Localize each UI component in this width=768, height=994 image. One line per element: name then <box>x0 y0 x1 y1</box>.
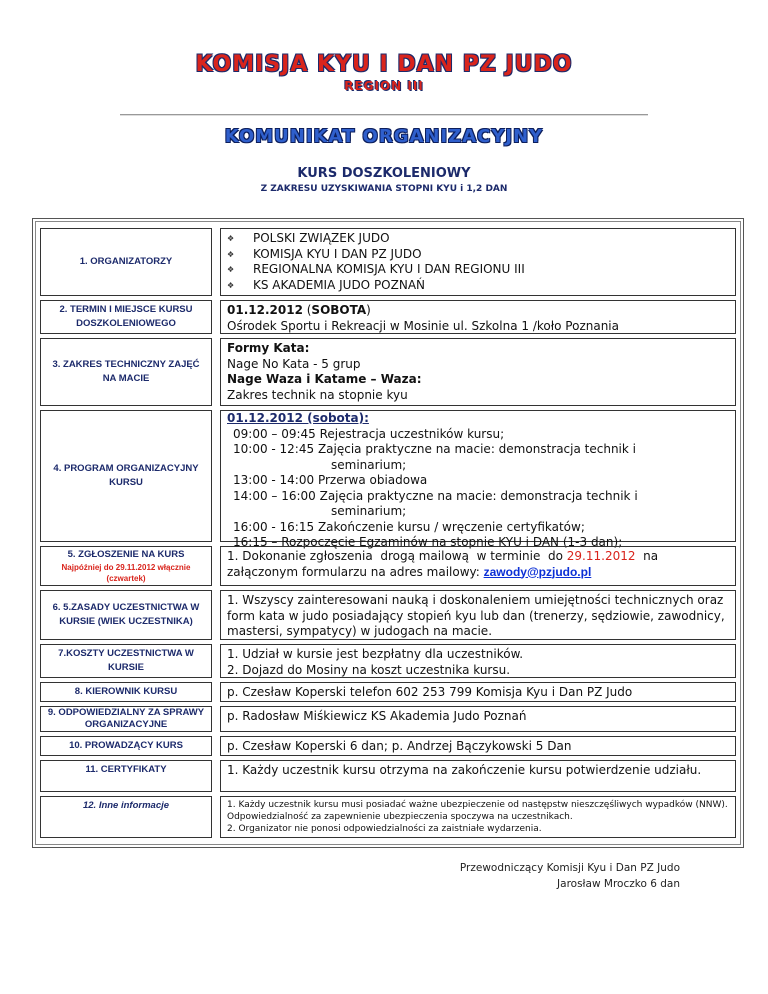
divider <box>120 114 648 116</box>
row-label: 11. CERTYFIKATY <box>40 760 212 792</box>
text-line: 16:00 - 16:15 Zakończenie kursu / wręczenie certyfikatów; <box>233 519 585 534</box>
text-line: 1. Udział w kursie jest bezpłatny dla uczestników. <box>227 647 524 661</box>
course-title: KURS DOSZKOLENIOWY <box>297 166 471 181</box>
signature-name: Jarosław Mroczko 6 dan <box>557 878 680 890</box>
text-line: 1. Dokonanie zgłoszenia drogą mailową w terminie do <box>227 549 567 563</box>
text-line: na <box>635 549 659 563</box>
row-label: 6. 5.ZASADY UCZESTNICTWA W KURSIE (WIEK UCZESTNIKA) <box>40 590 212 640</box>
row-value: 01.12.2012 (SOBOTA) Ośrodek Sportu i Rekreacji w Mosinie ul. Szkolna 1 /koło Poznania <box>220 300 736 334</box>
row-value: p. Radosław Miśkiewicz KS Akademia Judo Poznań <box>220 706 736 732</box>
row-label: 1. ORGANIZATORZY <box>40 228 212 296</box>
signature-title: Przewodniczący Komisji Kyu i Dan PZ Judo <box>459 862 680 874</box>
row-value: p. Czesław Koperski 6 dan; p. Andrzej Bączykowski 5 Dan <box>220 736 736 756</box>
list-item: ❖ KS AKADEMIA JUDO POZNAŃ <box>227 278 729 294</box>
deadline-note: Najpóźniej do 29.11.2012 włącznie (czwartek) <box>61 563 191 584</box>
row-value: p. Czesław Koperski telefon 602 253 799 Komisja Kyu i Dan PZ Judo <box>220 682 736 702</box>
text-line: 16:15 – Rozpoczęcie Egzaminów na stopnie KYU i DAN (1-3 dan); <box>233 535 623 549</box>
text-line: załączonym formularzu na adres mailowy: <box>227 564 484 579</box>
row-value <box>220 410 736 549</box>
email-link[interactable]: zawody@pzjudo.pl <box>483 564 592 579</box>
text-line: 2. Organizator nie ponosi odpowiedzialności za zaistniałe wydarzenia. <box>227 824 542 834</box>
document-title: KOMUNIKAT ORGANIZACYJNY <box>224 126 544 147</box>
list-item: ❖ KOMISJA KYU I DAN PZ JUDO <box>227 247 729 263</box>
text-line: 13:00 - 14:00 Przerwa obiadowa <box>233 473 428 487</box>
text-line: 14:00 – 16:00 Zajęcia praktyczne na macie: demonstracja technik i <box>233 488 638 503</box>
course-place: Ośrodek Sportu i Rekreacji w Mosinie ul. Szkolna 1 /koło Poznania <box>227 318 619 333</box>
row-label <box>40 546 212 586</box>
course-day: SOBOTA <box>311 303 367 317</box>
program-heading: 01.12.2012 (sobota): <box>227 411 369 425</box>
row-label: 4. PROGRAM ORGANIZACYJNY KURSU <box>40 410 212 542</box>
text-line: Zakres technik na stopnie kyu <box>227 387 408 402</box>
text-line: 2. Dojazd do Mosiny na koszt uczestnika kursu. <box>227 662 511 677</box>
deadline-date: 29.11.2012 <box>566 549 636 563</box>
row-label: 2. TERMIN I MIEJSCE KURSU DOSZKOLENIOWEGO <box>40 300 212 334</box>
row-label: 12. Inne informacje <box>40 796 212 838</box>
course-subtitle: Z ZAKRESU UZYSKIWANIA STOPNI KYU i 1,2 DAN <box>260 184 508 194</box>
row-value: 1. Każdy uczestnik kursu otrzyma na zakończenie kursu potwierdzenie udziału. <box>220 760 736 792</box>
row-value <box>220 796 736 838</box>
row-label: 7.KOSZTY UCZESTNICTWA W KURSIE <box>40 644 212 678</box>
list-item: ❖ REGIONALNA KOMISJA KYU I DAN REGIONU III <box>227 262 729 278</box>
text-line: 1. Każdy uczestnik kursu musi posiadać ważne ubezpieczenie od następstw nieszczęśliwych wypadków (NNW). Odpowiedzialność za zapewnienie ubezpieczenia spoczywa na uczestnikach. <box>227 800 728 822</box>
row-label: 9. ODPOWIEDZIALNY ZA SPRAWY ORGANIZACYJNE <box>40 706 212 732</box>
row-value <box>220 338 736 406</box>
list-item: ❖ POLSKI ZWIĄZEK JUDO <box>227 231 729 247</box>
row-value: 1. Wszyscy zainteresowani nauką i doskonaleniem umiejętności technicznych oraz form kata w judo posiadający stopień kyu lub dan (trenerzy, sędziowie, zawodnicy, mastersi, sympatycy) w judogach na macie. <box>220 590 736 640</box>
course-date: 01.12.2012 <box>227 303 303 317</box>
header-subtitle: REGION III <box>344 79 424 93</box>
text-line: 09:00 – 09:45 Rejestracja uczestników kursu; <box>233 426 505 441</box>
header-title: KOMISJA KYU I DAN PZ JUDO <box>195 52 573 77</box>
text-line: Nage No Kata - 5 grup <box>227 356 361 371</box>
text-line: 10:00 - 12:45 Zajęcia praktyczne na macie: demonstracja technik i <box>233 442 636 456</box>
text-line: Nage Waza i Katame – Waza: <box>227 372 422 386</box>
row-value <box>220 546 736 586</box>
row-label: 10. PROWADZĄCY KURS <box>40 736 212 756</box>
row-label: 3. ZAKRES TECHNICZNY ZAJĘĆ NA MACIE <box>40 338 212 406</box>
row-label: 8. KIEROWNIK KURSU <box>40 682 212 702</box>
row-value <box>220 228 736 296</box>
text-line: seminarium; <box>331 504 407 518</box>
row-label-text: 5. ZGŁOSZENIE NA KURS <box>67 548 185 560</box>
text-line: Formy Kata: <box>227 341 310 355</box>
row-value <box>220 644 736 678</box>
text-line: seminarium; <box>331 457 407 472</box>
